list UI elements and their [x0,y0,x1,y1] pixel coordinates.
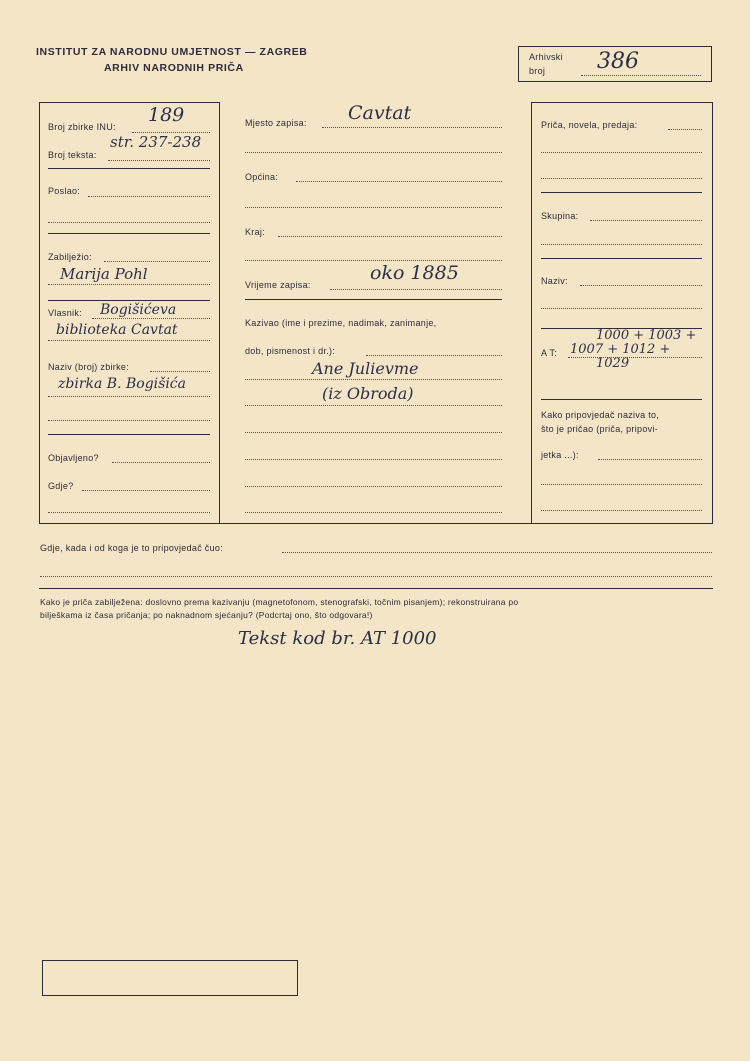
collection-number-value: 189 [148,104,185,126]
time-value: oko 1885 [370,262,459,284]
institute-title: INSTITUT ZA NARODNU UMJETNOST — ZAGREB [36,46,308,58]
owner-value-2: biblioteka Cavtat [56,322,178,338]
how-recorded-line-2: bilješkama iz časa pričanja; po naknadnom sjećanju? (Podcrtaj ono, što odgovara!) [40,610,373,620]
collection-number-label: Broj zbirke INU: [48,122,116,132]
empty-label-box [42,960,298,996]
time-label: Vrijeme zapisa: [245,280,311,290]
recording-note: Tekst kod br. AT 1000 [238,628,437,649]
narrator-naming-label-3: jetka ...): [541,450,579,460]
collection-name-label: Naziv (broj) zbirke: [48,362,130,372]
title-label: Naziv: [541,276,568,286]
narrator-label-2: dob, pismenost i dr.): [245,346,336,356]
how-recorded-line-1: Kako je priča zabilježena: doslovno prema kazivanju (magnetofonom, stenografski, točnim pisanjem); rekonstruirana po [40,597,519,607]
where-label: Gdje? [48,481,74,491]
recorded-by-label: Zabilježio: [48,252,92,262]
region-label: Kraj: [245,227,266,237]
genre-label: Priča, novela, predaja: [541,120,638,130]
place-label: Mjesto zapisa: [245,118,307,128]
published-label: Objavljeno? [48,453,99,463]
at-value-3: 1029 [596,356,630,371]
narrator-value-2: (iz Obroda) [322,384,414,403]
at-value-2: 1007 + 1012 + [570,342,671,357]
archive-number-box [518,46,712,82]
place-value: Cavtat [348,102,412,124]
heard-from-label: Gdje, kada i od koga je to pripovjedač čuo: [40,543,224,553]
recorded-by-value: Marija Pohl [60,265,148,283]
text-number-label: Broj teksta: [48,150,97,160]
archive-number-label-1: Arhivski [529,52,563,62]
text-number-value: str. 237-238 [110,133,202,151]
narrator-label-1: Kazivao (ime i prezime, nadimak, zanimanje, [245,318,437,328]
municipality-label: Općina: [245,172,279,182]
group-label: Skupina: [541,211,579,221]
owner-label: Vlasnik: [48,308,82,318]
narrator-naming-label-1: Kako pripovjedač naziva to, [541,410,660,420]
archive-title: ARHIV NARODNIH PRIČA [104,62,244,74]
sent-by-label: Poslao: [48,186,81,196]
archive-number-value: 386 [597,49,639,74]
at-value-1: 1000 + 1003 + [596,328,697,343]
archive-number-label-2: broj [529,66,546,76]
at-label: A T: [541,348,558,358]
owner-value-1: Bogišićeva [100,302,177,318]
collection-name-value: zbirka B. Bogišića [58,376,186,392]
narrator-value-1: Ane Julievme [312,359,419,378]
narrator-naming-label-2: što je pričao (priča, pripovi- [541,424,659,434]
